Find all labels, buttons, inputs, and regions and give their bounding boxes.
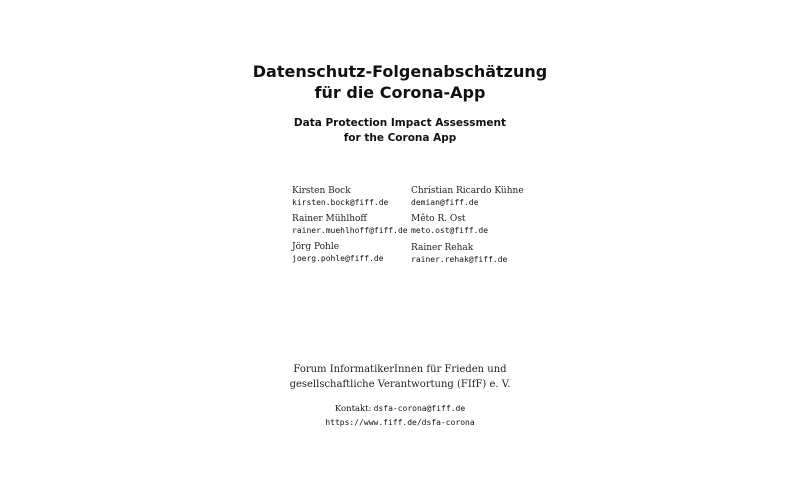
title-line-2: für die Corona-App — [314, 83, 486, 102]
author-name: Kirsten Bock — [292, 186, 351, 196]
author-name: Mêto R. Ost — [411, 214, 466, 224]
contact-url[interactable]: https://www.fiff.de/dsfa-corona — [325, 418, 475, 427]
author-name: Rainer Mühlhoff — [292, 214, 367, 224]
author-email[interactable]: rainer.rehak@fiff.de — [411, 255, 508, 264]
contact-email[interactable]: dsfa-corona@fiff.de — [373, 404, 466, 413]
author-christian-kuehne — [411, 186, 551, 208]
organization-line-1: Forum InformatikerInnen für Frieden und — [293, 364, 507, 375]
author-email[interactable]: meto.ost@fiff.de — [411, 226, 489, 235]
subtitle-line-1: Data Protection Impact Assessment — [293, 117, 507, 129]
organization-line-2: gesellschaftliche Verantwortung (FIfF) e. V. — [289, 379, 511, 390]
subtitle-line-2: for the Corona App — [343, 132, 457, 144]
author-rainer-rehak — [411, 243, 551, 265]
author-email[interactable]: kirsten.bock@fiff.de — [292, 198, 389, 207]
author-name: Jörg Pohle — [292, 242, 340, 252]
author-email[interactable]: rainer.muehlhoff@fiff.de — [292, 226, 408, 235]
author-email[interactable]: joerg.pohle@fiff.de — [292, 254, 384, 263]
author-email[interactable]: demian@fiff.de — [411, 198, 479, 207]
author-name: Christian Ricardo Kühne — [411, 186, 524, 196]
author-name: Rainer Rehak — [411, 243, 474, 253]
title-line-1: Datenschutz-Folgenabschätzung — [252, 62, 548, 81]
contact-line — [0, 402, 800, 415]
contact-label: Kontakt: — [334, 404, 372, 414]
author-meto-ost — [411, 214, 551, 236]
